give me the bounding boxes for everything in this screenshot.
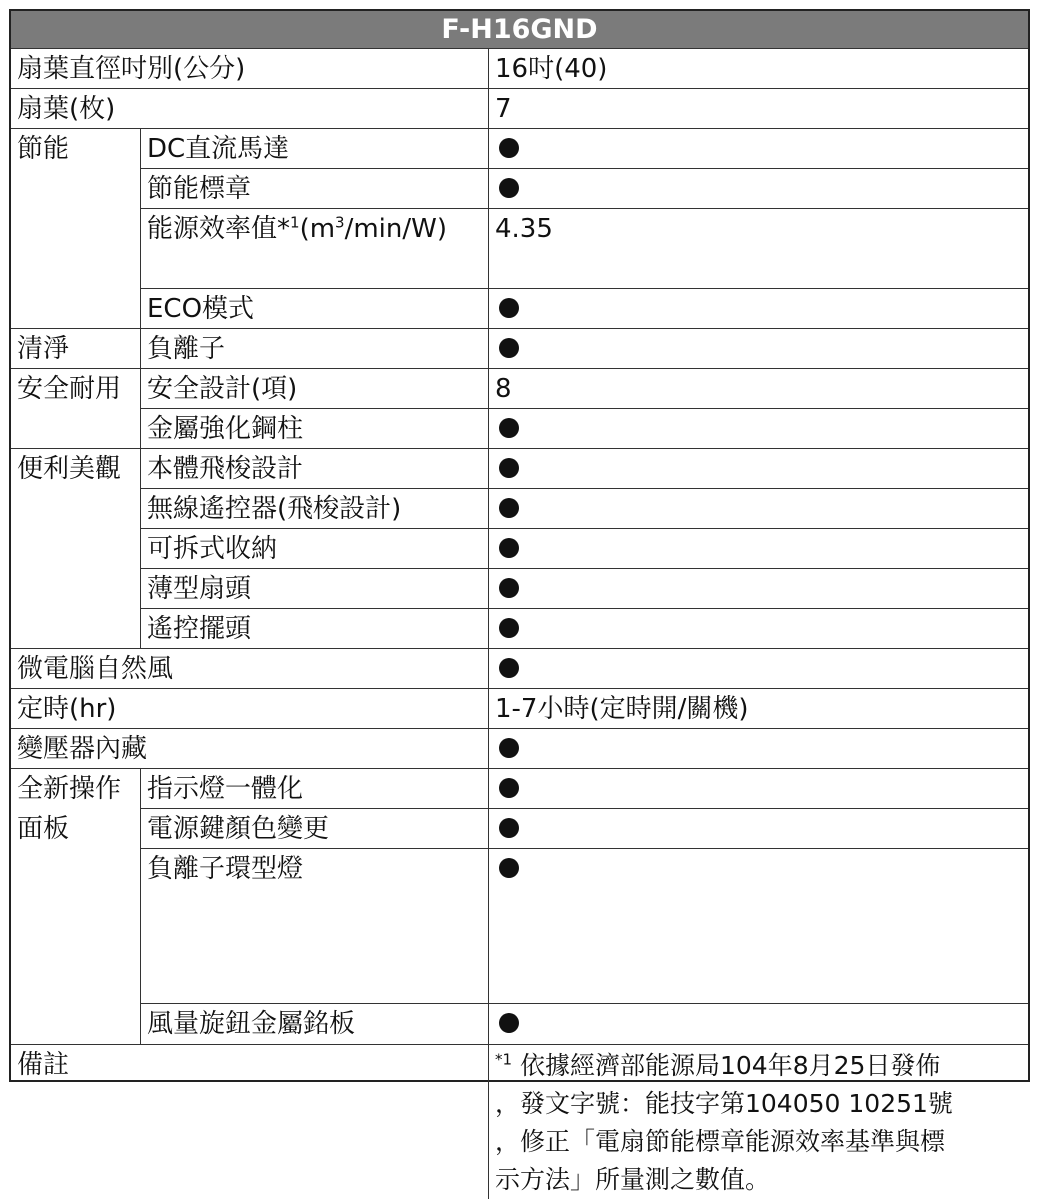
remarks-line-3: ，修正「電扇節能標章能源效率基準與標	[495, 1127, 946, 1156]
label-blade-diameter: 扇葉直徑吋別(公分)	[11, 49, 489, 89]
check-dot-icon	[499, 138, 519, 158]
label-efficiency: 能源效率值$*^1(m^3/\min/W)$	[141, 209, 489, 289]
table-title: F-H16GND	[11, 11, 1028, 49]
label-natural-wind: 微電腦自然風	[11, 649, 489, 689]
label-power-key: 電源鍵顏色變更	[141, 809, 489, 849]
label-remote: 無線遙控器(飛梭設計)	[141, 489, 489, 529]
label-thin-head: 薄型扇頭	[141, 569, 489, 609]
label-safety-design: 安全設計(項)	[141, 369, 489, 409]
value-timer: 1-7小時(定時開/關機)	[489, 689, 1028, 729]
category-panel: 全新操作 面板	[11, 769, 141, 1045]
label-indicator: 指示燈一體化	[141, 769, 489, 809]
label-transformer: 變壓器內藏	[11, 729, 489, 769]
label-detachable: 可拆式收納	[141, 529, 489, 569]
label-knob-plate: 風量旋鈕金屬銘板	[141, 1004, 489, 1045]
value-blades: 7	[489, 89, 1028, 129]
label-timer: 定時(hr)	[11, 689, 489, 729]
check-dot-icon	[499, 818, 519, 838]
value-ring-light	[489, 849, 1028, 1004]
label-body-design: 本體飛梭設計	[141, 449, 489, 489]
value-efficiency: 4.35	[489, 209, 1028, 289]
check-dot-icon	[499, 338, 519, 358]
value-eco	[489, 289, 1028, 329]
value-dc-motor	[489, 129, 1028, 169]
value-safety-design: 8	[489, 369, 1028, 409]
value-body-design	[489, 449, 1028, 489]
check-dot-icon	[499, 498, 519, 518]
value-power-key	[489, 809, 1028, 849]
value-remote	[489, 489, 1028, 529]
spec-table	[9, 9, 1030, 1194]
value-remote-swing	[489, 609, 1028, 649]
label-energy-mark: 節能標章	[141, 169, 489, 209]
label-remarks: 備註	[11, 1045, 489, 1199]
value-natural-wind	[489, 649, 1028, 689]
category-safety: 安全耐用	[11, 369, 141, 449]
label-ion: 負離子	[141, 329, 489, 369]
label-blades: 扇葉(枚)	[11, 89, 489, 129]
value-energy-mark	[489, 169, 1028, 209]
check-dot-icon	[499, 298, 519, 318]
label-ring-light: 負離子環型燈	[141, 849, 489, 1004]
value-knob-plate	[489, 1004, 1028, 1045]
remarks-line-4: 示方法」所量測之數值。	[495, 1165, 771, 1194]
label-dc-motor: DC直流馬達	[141, 129, 489, 169]
check-dot-icon	[499, 178, 519, 198]
value-transformer	[489, 729, 1028, 769]
category-clean: 清淨	[11, 329, 141, 369]
label-metal-pillar: 金屬強化鋼柱	[141, 409, 489, 449]
value-thin-head	[489, 569, 1028, 609]
check-dot-icon	[499, 858, 519, 878]
check-dot-icon	[499, 538, 519, 558]
check-dot-icon	[499, 778, 519, 798]
label-eco: ECO模式	[141, 289, 489, 329]
check-dot-icon	[499, 418, 519, 438]
category-convenience: 便利美觀	[11, 449, 141, 649]
value-detachable	[489, 529, 1028, 569]
value-metal-pillar	[489, 409, 1028, 449]
check-dot-icon	[499, 578, 519, 598]
label-remote-swing: 遙控擺頭	[141, 609, 489, 649]
check-dot-icon	[499, 458, 519, 478]
check-dot-icon	[499, 738, 519, 758]
check-dot-icon	[499, 618, 519, 638]
category-energy: 節能	[11, 129, 141, 329]
check-dot-icon	[499, 1013, 519, 1033]
value-ion	[489, 329, 1028, 369]
value-indicator	[489, 769, 1028, 809]
value-blade-diameter: 16吋(40)	[489, 49, 1028, 89]
remarks-note	[489, 1045, 1028, 1199]
check-dot-icon	[499, 658, 519, 678]
remarks-line-2: ，發文字號：能技字第104050 10251號	[495, 1089, 953, 1118]
remarks-line-1: $^{*1}$ 依據經濟部能源局104年8月25日發佈	[495, 1050, 941, 1080]
